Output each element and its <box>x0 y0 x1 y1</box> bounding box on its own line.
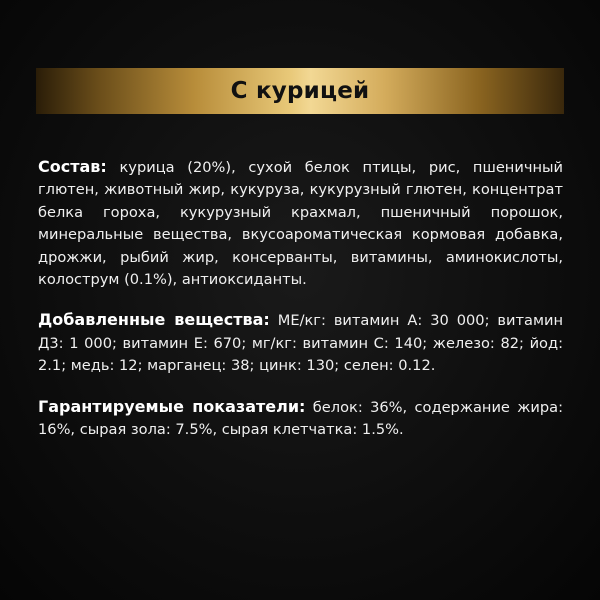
product-flavor-title: С курицей <box>230 78 370 104</box>
additives-label: Добавленные вещества: <box>38 310 270 330</box>
guaranteed-paragraph <box>38 396 563 442</box>
ingredients-panel <box>38 156 563 459</box>
additives-paragraph <box>38 309 563 377</box>
guaranteed-text: белок: 36%, содержание жира: 16%, сырая зола: 7.5%, сырая клетчатка: 1.5%. <box>38 398 564 439</box>
title-banner <box>36 68 564 114</box>
composition-paragraph <box>38 156 563 291</box>
additives-text: МЕ/кг: витамин А: 30 000; витамин Д3: 1 000; витамин Е: 670; мг/кг: витамин С: 140; железо: 82; йод: 2.1; медь: 12; марганец: 38; цинк: 130; селен: 0.12. <box>38 312 563 375</box>
guaranteed-label: Гарантируемые показатели: <box>38 396 306 416</box>
composition-text: курица (20%), сухой белок птицы, рис, пшеничный глютен, животный жир, кукуруза, кукурузный глютен, концентрат белка гороха, кукурузный крахмал, пшеничный порошок, минеральные вещества, вкусоароматическая кормовая добавка, дрожжи, рыбий жир, консерванты, витамины, аминокислоты, колострум (0.1%), антиоксиданты. <box>38 159 563 289</box>
composition-label: Состав: <box>38 157 107 176</box>
